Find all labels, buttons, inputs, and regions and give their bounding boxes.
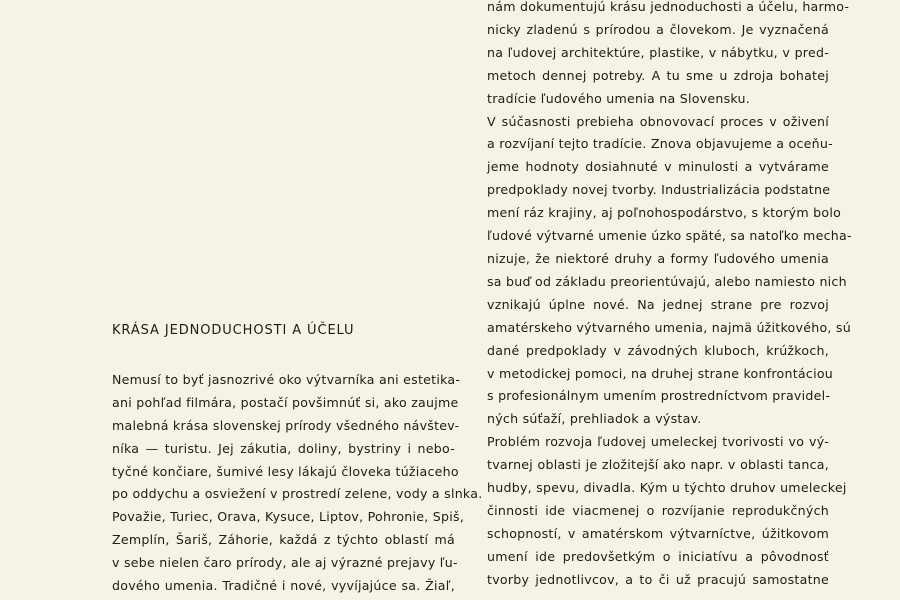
text-line: nám dokumentujú krásu jednoduchosti a účelu, harmo- [487, 0, 850, 14]
text-line: nizuje, že niektoré druhy a formy ľudového umenia [487, 250, 829, 266]
text-line: v sebe nielen čaro prírody, ale aj výrazné prejavy ľu- [112, 555, 458, 571]
text-line: níka — turistu. Jej zákutia, doliny, bystriny i nebo- [112, 440, 455, 456]
text-line: ných súťaží, prehliadok a výstav. [487, 411, 702, 427]
text-line: schopností, v amatérskom výtvarníctve, úžitkovom [487, 525, 829, 541]
text-line: sa buď od základu preorientúvajú, alebo namiesto nich [487, 273, 847, 289]
text-line: po oddychu a osviežení v prostredí zelene, vody a slnka. [112, 486, 483, 502]
text-line: predpoklady novej tvorby. Industrializácia podstatne [487, 182, 831, 198]
text-line: Problém rozvoja ľudovej umeleckej tvorivosti vo vý- [487, 434, 829, 450]
text-line: ľudové výtvarné umenie úzko späté, sa natoľko mecha- [487, 228, 852, 244]
text-line: tvorby jednotlivcov, a to či už pracujú samostatne [487, 571, 829, 587]
text-line: Nemusí to byť jasnozrivé oko výtvarníka ani estetika- [112, 371, 461, 387]
text-line: a rozvíjaní tejto tradície. Znova objavujeme a oceňu- [487, 136, 833, 152]
text-line: metoch dennej potreby. A tu sme u zdroja bohatej [487, 67, 829, 83]
text-line: nicky zladenú s prírodou a človekom. Je vyznačená [487, 21, 829, 37]
right-paragraph-2 [487, 111, 852, 432]
text-line: tradície ľudového umenia na Slovensku. [487, 90, 751, 106]
text-line: tvarnej oblasti je zložitejší ako napr. v oblasti tanca, [487, 457, 829, 473]
left-text-column [112, 320, 483, 598]
text-line: dového umenia. Tradičné i nové, vyvíjajúce sa. Žiaľ, [112, 578, 455, 594]
text-line: na ľudovej architektúre, plastike, v nábytku, v pred- [487, 44, 829, 60]
section-heading: KRÁSA JEDNODUCHOSTI A ÚČELU [112, 323, 355, 338]
right-paragraph-1 [487, 0, 850, 111]
text-line: dané predpoklady v závodných kluboch, krúžkoch, [487, 342, 829, 358]
text-line: tyčné končiare, šumivé lesy lákajú človeka túžiaceho [112, 463, 459, 479]
text-line: s profesionálnym umením prostredníctvom pravidel- [487, 388, 831, 404]
text-line: V súčasnosti prebieha obnovovací proces v oživení [487, 113, 829, 129]
text-line: Zemplín, Šariš, Záhorie, každá z týchto oblastí má [112, 532, 455, 548]
text-line: hudby, spevu, divadla. Kým u týchto druhov umeleckej [487, 480, 847, 496]
text-line: v metodickej pomoci, na druhej strane konfrontáciou [487, 365, 834, 381]
text-line: amatérskeho výtvarného umenia, najmä úžitkového, sú [487, 319, 851, 335]
text-line: mení ráz krajiny, aj poľnohospodárstvo, s ktorým bolo [487, 205, 842, 221]
text-line: umení ide predovšetkým o iniciatívu a pôvodnosť [487, 548, 829, 564]
text-line: Považie, Turiec, Orava, Kysuce, Liptov, Pohronie, Spiš, [112, 509, 465, 525]
text-line: činnosti ide viacmenej o rozvíjanie reprodukčných [487, 502, 829, 518]
text-line: jeme hodnoty dosiahnuté v minulosti a vytvárame [487, 159, 829, 175]
text-line: ani pohľad filmára, postačí povšimnúť si, ako zaujme [112, 394, 459, 410]
right-text-column [487, 0, 852, 592]
right-paragraph-3 [487, 431, 847, 591]
text-line: vznikajú úplne nové. Na jednej strane pre rozvoj [487, 296, 829, 312]
text-line: malebná krása slovenskej prírody všedného návštev- [112, 417, 460, 433]
left-paragraph [112, 369, 483, 598]
